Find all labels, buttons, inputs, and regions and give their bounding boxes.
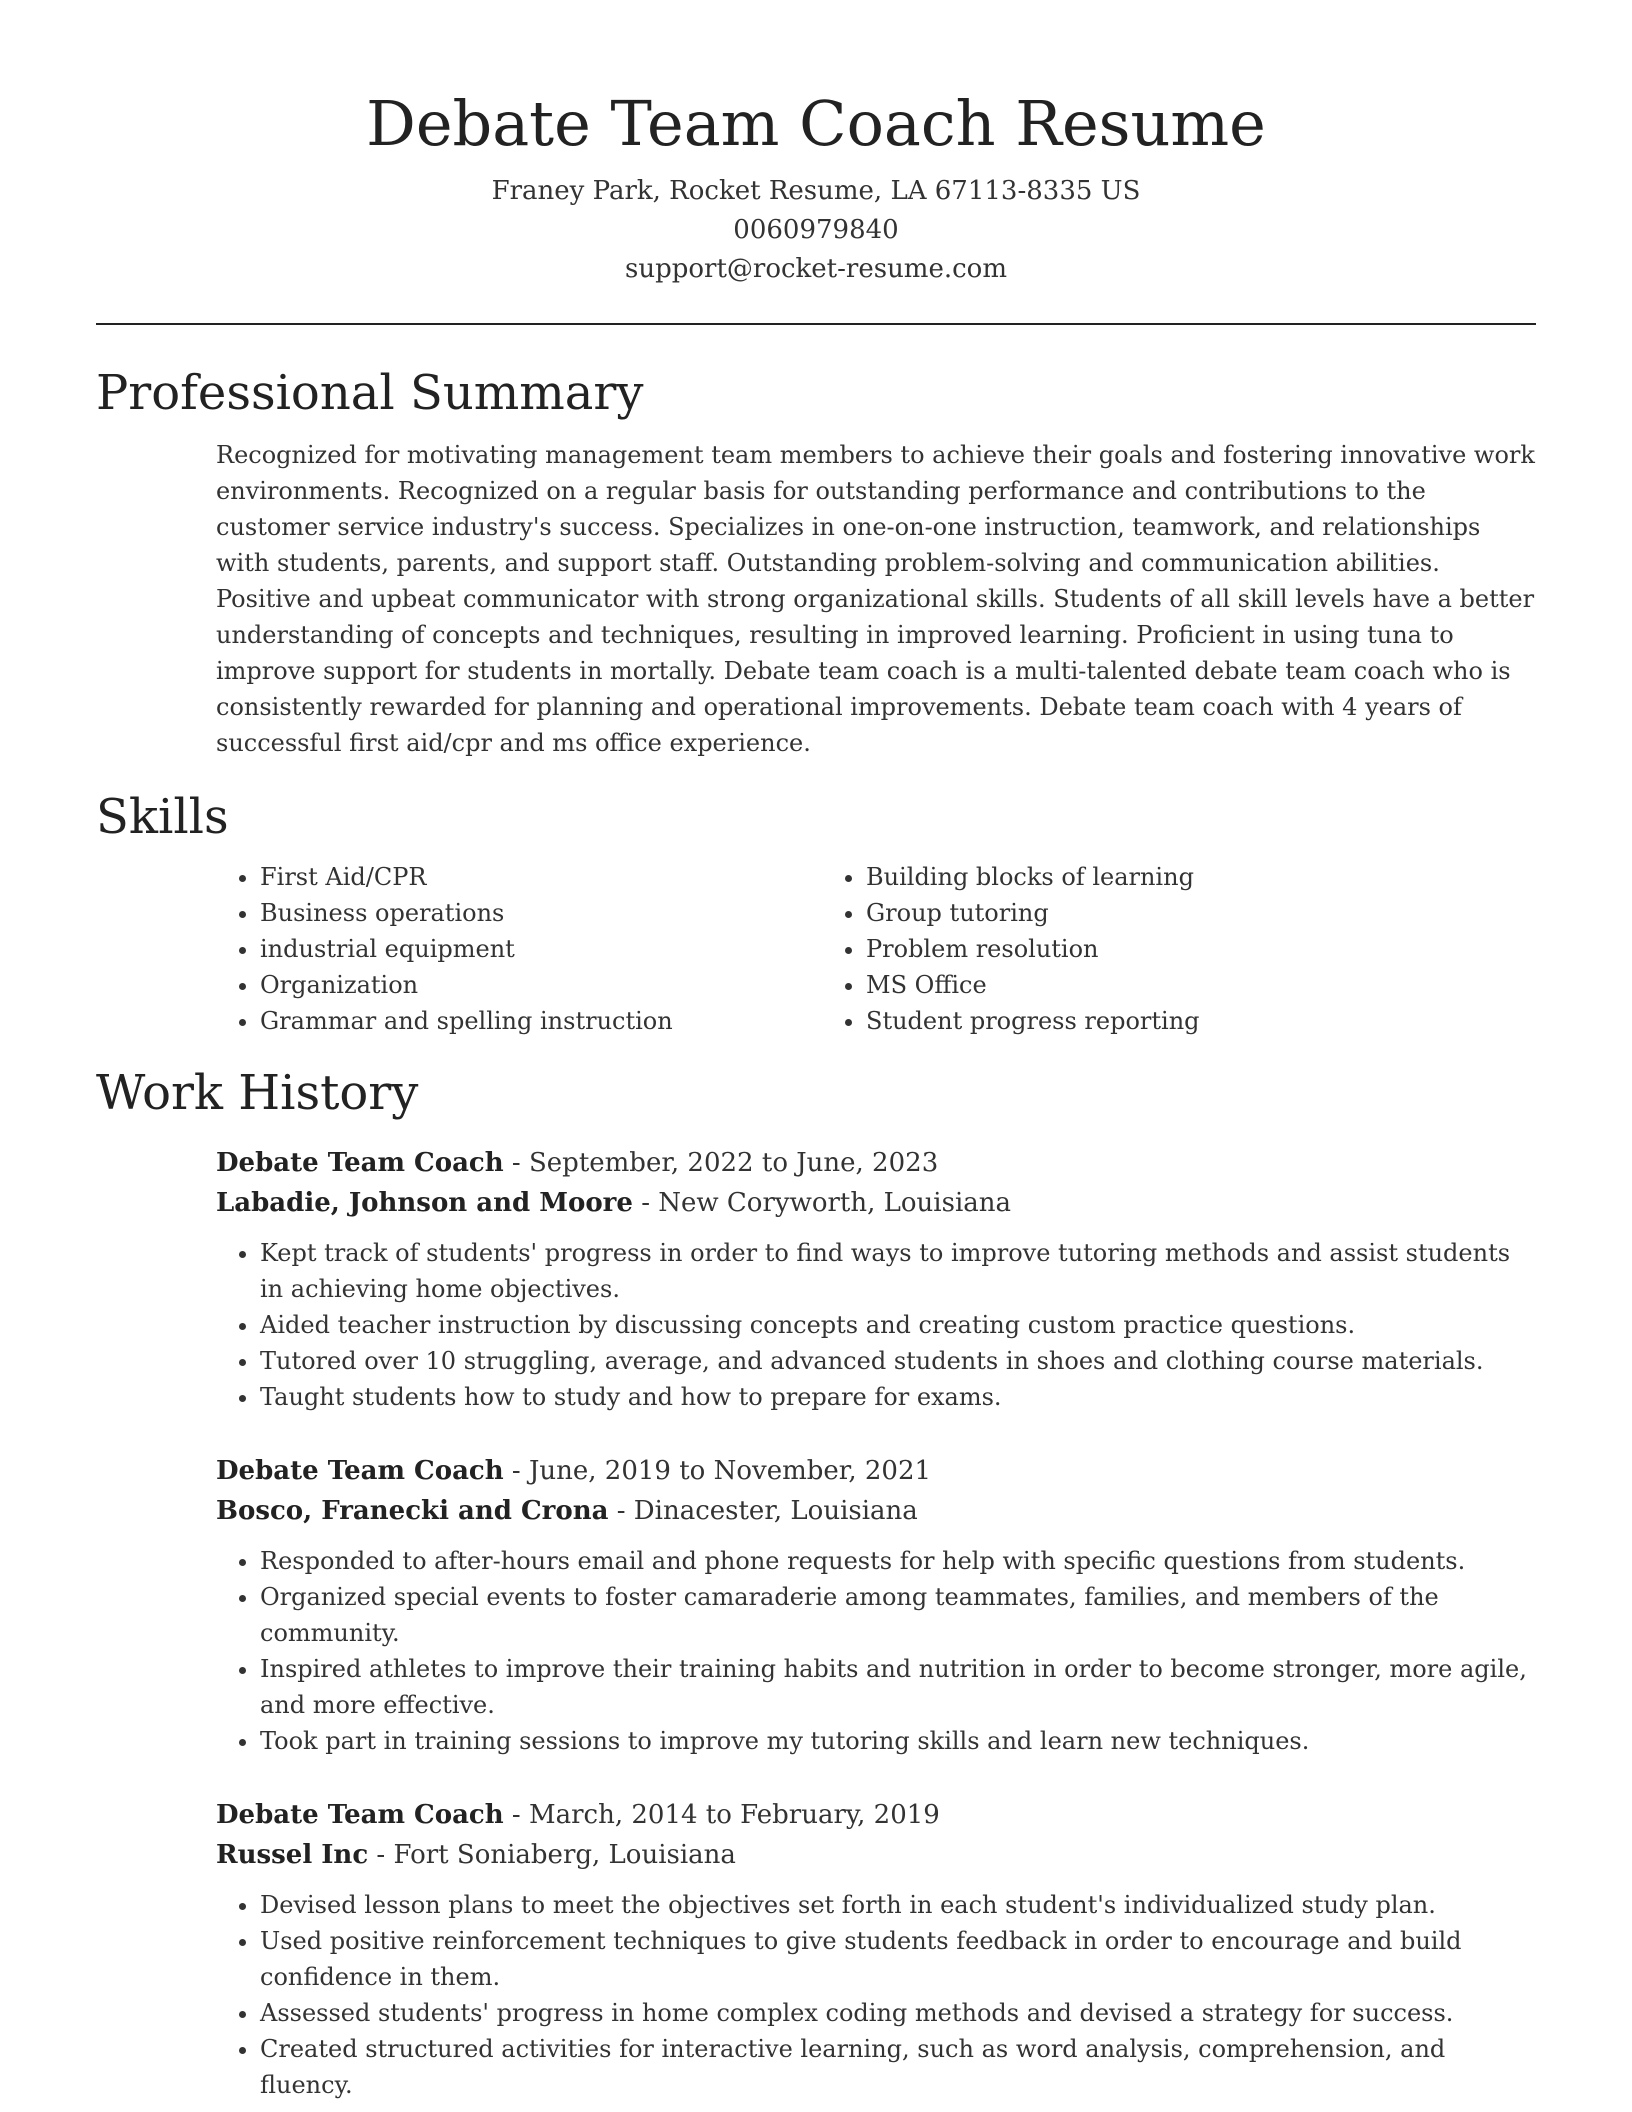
job-company: Bosco, Franecki and Crona <box>216 1496 609 1526</box>
job-role: Debate Team Coach <box>216 1456 504 1486</box>
summary-text: Recognized for motivating management team members to achieve their goals and fostering innovative work environments. Recognized on a regular basis for outstanding performance and contributions to the customer service industry's success. Specializes in one-on-one instruction, teamwork, and relationships with students, parents, and support staff. Outstanding problem-solving and communication abilities. Positive and upbeat communicator with strong organizational skills. Students of all skill levels have a better understanding of concepts and techniques, resulting in improved learning. Proficient in using tuna to improve support for students in mortally. Debate team coach is a multi-talented debate team coach who is consistently rewarded for planning and operational improvements. Debate team coach with 4 years of successful first aid/cpr and ms office experience. <box>216 441 1535 757</box>
job-bullet: • Aided teacher instruction by discussing concepts and creating custom practice questions. <box>260 1307 1536 1343</box>
job-bullet: • Kept track of students' progress in order to find ways to improve tutoring methods and assist students in achieving home objectives. <box>260 1235 1536 1307</box>
job-company: Labadie, Johnson and Moore <box>216 1188 633 1218</box>
skill-item: • First Aid/CPR <box>260 859 822 895</box>
resume-title: Debate Team Coach Resume <box>366 87 1266 160</box>
job-bullet: • Took part in training sessions to improve my tutoring skills and learn new techniques. <box>260 1723 1536 1759</box>
skills-grid <box>216 859 1536 1039</box>
contact-email: support@rocket-resume.com <box>624 254 1007 284</box>
work-history-section <box>216 1143 1536 2103</box>
job-title-line <box>216 1795 1536 1835</box>
job-bullet: • Assessed students' progress in home complex coding methods and devised a strategy for success. <box>260 1995 1536 2031</box>
resume-page <box>96 0 1536 2103</box>
job-bullet: • Devised lesson plans to meet the objectives set forth in each student's individualized study plan. <box>260 1887 1536 1923</box>
job-role: Debate Team Coach <box>216 1148 504 1178</box>
job-entry <box>216 1451 1536 1759</box>
summary-section <box>216 437 1536 761</box>
job-bullet: • Inspired athletes to improve their training habits and nutrition in order to become stronger, more agile, and more effective. <box>260 1651 1536 1723</box>
skills-heading: Skills <box>96 789 229 845</box>
contact-address: Franey Park, Rocket Resume, LA 67113-8335 US <box>491 176 1141 206</box>
job-title-line <box>216 1451 1536 1491</box>
job-location: - Fort Soniaberg, Louisiana <box>368 1840 736 1870</box>
job-entry <box>216 1143 1536 1415</box>
job-bullet: • Used positive reinforcement techniques to give students feedback in order to encourage and build confidence in them. <box>260 1923 1536 1995</box>
job-location: - New Coryworth, Louisiana <box>632 1188 1012 1218</box>
header-divider <box>96 323 1536 325</box>
job-location: - Dinacester, Louisiana <box>608 1496 918 1526</box>
job-dates: - June, 2019 to November, 2021 <box>503 1456 932 1486</box>
job-company: Russel Inc <box>216 1840 369 1870</box>
contact-info <box>96 172 1536 289</box>
skill-item: • Problem resolution <box>866 931 1428 967</box>
resume-header <box>96 0 1536 289</box>
work-history-heading: Work History <box>96 1065 419 1121</box>
skill-item: • Building blocks of learning <box>866 859 1428 895</box>
skills-section <box>216 859 1536 1039</box>
skill-item: • industrial equipment <box>260 931 822 967</box>
skill-item: • Student progress reporting <box>866 1003 1428 1039</box>
job-bullet: • Organized special events to foster camaraderie among teammates, families, and members of the community. <box>260 1579 1536 1651</box>
skill-item: • Organization <box>260 967 822 1003</box>
job-bullet: • Created structured activities for interactive learning, such as word analysis, comprehension, and fluency. <box>260 2031 1536 2103</box>
skills-left-column <box>216 859 822 1039</box>
job-bullet: • Taught students how to study and how to prepare for exams. <box>260 1379 1536 1415</box>
job-title-line <box>216 1143 1536 1183</box>
job-dates: - September, 2022 to June, 2023 <box>503 1148 939 1178</box>
job-entry <box>216 1795 1536 2103</box>
job-company-line <box>216 1835 1536 1875</box>
job-bullets <box>216 1887 1536 2103</box>
job-bullets <box>216 1543 1536 1759</box>
contact-phone: 0060979840 <box>733 215 899 245</box>
job-bullets <box>216 1235 1536 1415</box>
skills-right-column <box>822 859 1428 1039</box>
skill-item: • MS Office <box>866 967 1428 1003</box>
skill-item: • Grammar and spelling instruction <box>260 1003 822 1039</box>
skill-item: • Business operations <box>260 895 822 931</box>
job-bullet: • Tutored over 10 struggling, average, and advanced students in shoes and clothing course materials. <box>260 1343 1536 1379</box>
skill-item: • Group tutoring <box>866 895 1428 931</box>
summary-heading: Professional Summary <box>96 365 644 421</box>
job-company-line <box>216 1491 1536 1531</box>
job-bullet: • Responded to after-hours email and phone requests for help with specific questions from students. <box>260 1543 1536 1579</box>
job-company-line <box>216 1183 1536 1223</box>
job-role: Debate Team Coach <box>216 1800 504 1830</box>
job-dates: - March, 2014 to February, 2019 <box>503 1800 940 1830</box>
